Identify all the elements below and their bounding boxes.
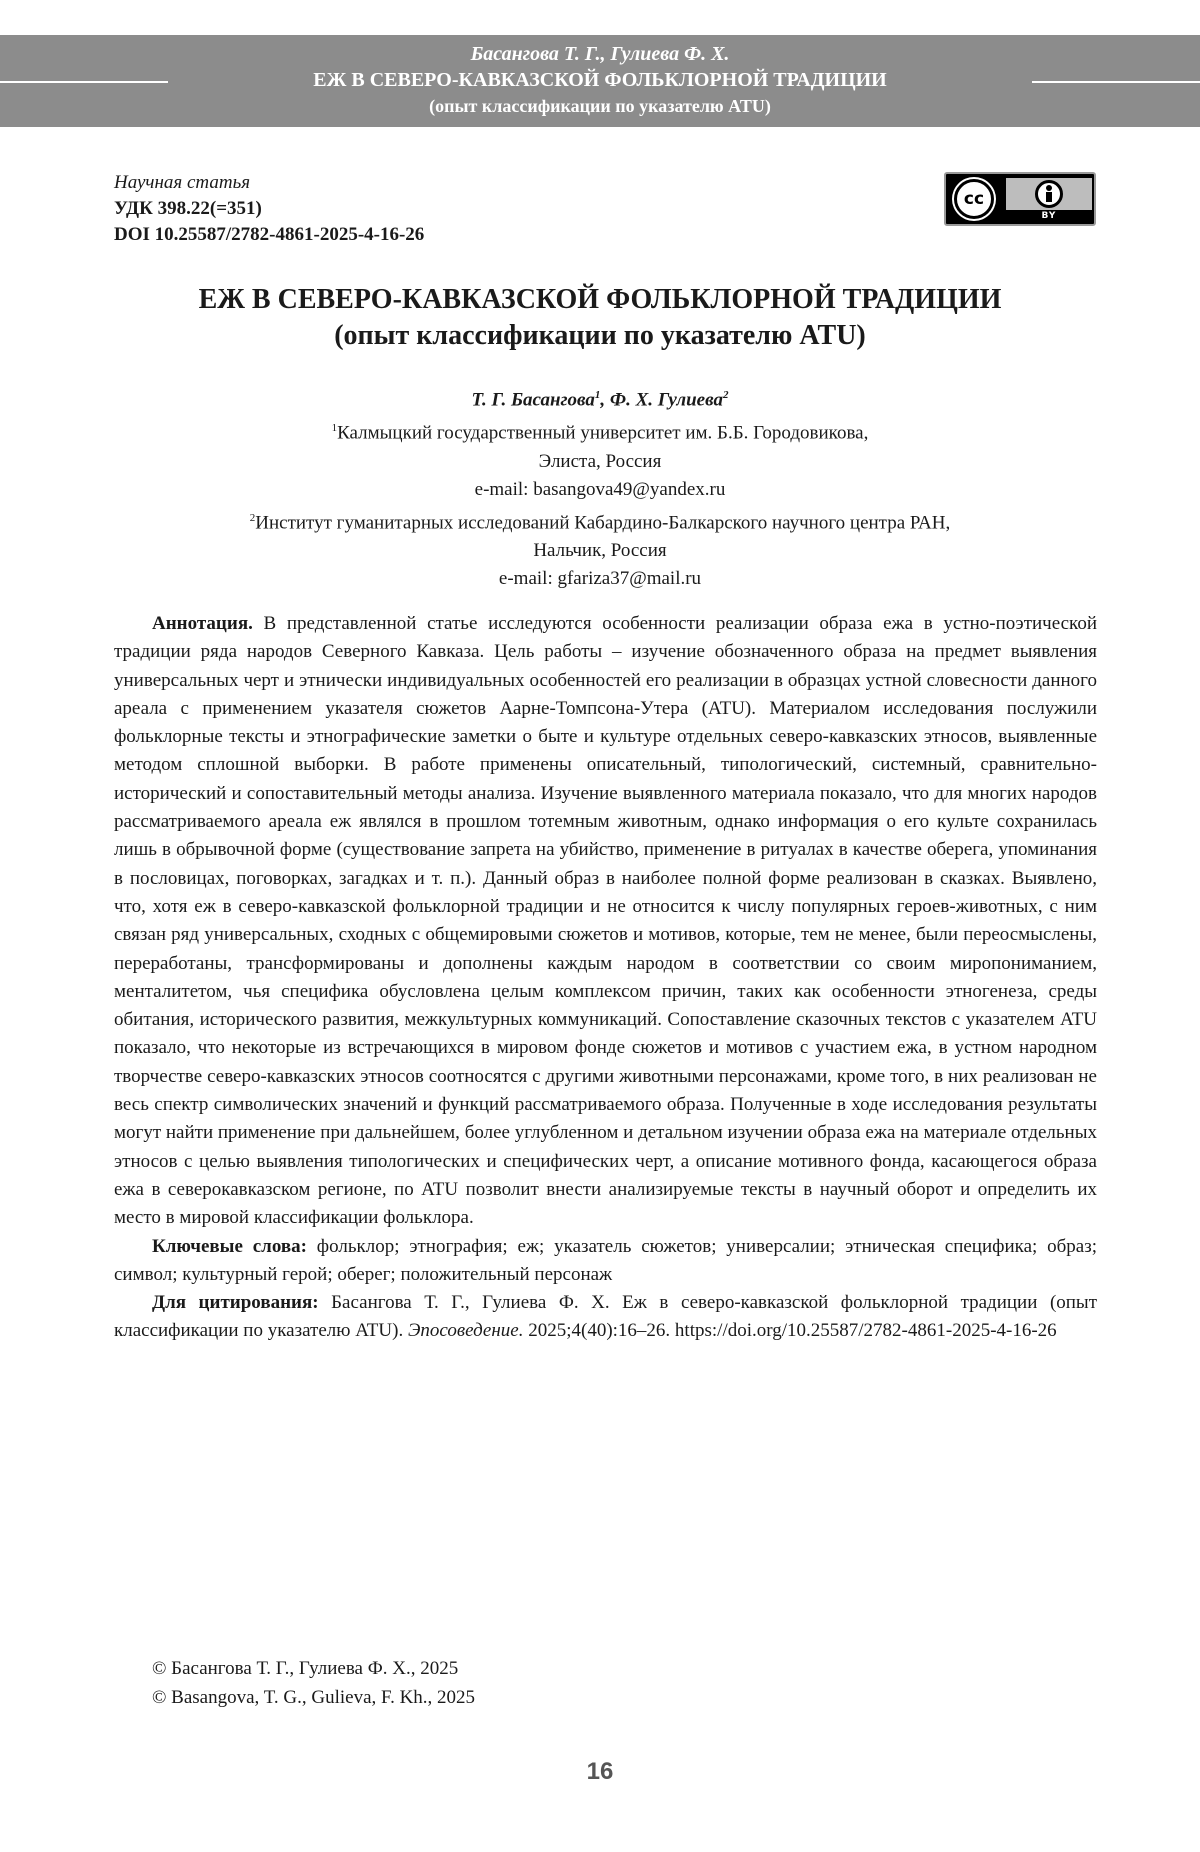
author-1-sup: 1 [594,389,601,401]
keywords-paragraph [114,1233,1097,1290]
abstract-label: Аннотация. [152,613,253,634]
article-meta [114,170,424,248]
author-names [0,381,1200,414]
copyright-en: © Basangova, T. G., Gulieva, F. Kh., 2025 [152,1687,476,1708]
keywords-text: фольклор; этнография; еж; указатель сюжетов; универсалии; этническая специфика; образ; символ; культурный герой; оберег; положительный персонаж [114,1235,1097,1285]
affiliation-1-name: Калмыцкий государственный университет им. Б.Б. Городовикова, [337,422,869,444]
copyright-ru: © Басангова Т. Г., Гулиева Ф. Х., 2025 [152,1658,459,1679]
header-authors: Басангова Т. Г., Гулиева Ф. Х. [470,43,730,65]
affiliation-2-city: Нальчик, Россия [533,539,667,561]
author-2: Ф. Х. Гулиева [609,389,723,411]
title-line-2: (опыт классификации по указателю ATU) [334,320,866,351]
affiliation-2-sup: 2 [249,511,256,524]
abstract-paragraph [114,610,1097,1233]
keywords-label: Ключевые слова: [152,1235,307,1257]
article-title [0,282,1200,354]
citation-text-before: Басангова Т. Г., Гулиева Ф. Х. Еж в северо-кавказской фольклорной традиции (опыт классификации по указателю ATU). [114,1292,1098,1342]
citation-text-after: 2025;4(40):16–26. https://doi.org/10.25587/2782-4861-2025-4-16-26 [523,1320,1057,1342]
citation-journal: Эпосоведение. [407,1320,524,1342]
abstract-text: В представленной статье исследуются особенности реализации образа ежа в устно-поэтической традиции ряда народов Северного Кавказа. Цель работы – изучение обозначенного образа на предмет выявления универсальных черт и этнически индивидуальных особенностей его реализации в образцах устной словесности данного ареала с применением указателя сюжетов Аарне-Томпсона-Утера (ATU). Материалом исследования послужили фольклорные тексты и этнографические заметки о быте и культуре отдельных северо-кавказских этносов, выявленные методом сплошной выборки. В работе применены описательный, типологический, системный, сравнительно-исторический и сопоставительный методы анализа. Изучение выявленного материала показало, что для многих народов рассматриваемого ареала еж являлся в прошлом тотемным животным, однако информация о его культе сохранилась лишь в обрывочной форме (существование запрета на убийство, применение в ритуалах в качестве оберега, упоминания в пословицах, поговорках, загадках и т. п.). Данный образ в наиболее полной форме реализован в сказках. Выявлено, что, хотя еж в северо-кавказской фольклорной традиции и не относится к числу популярных героев-животных, с ним связан ряд универсальных, сходных с общемировыми сюжетов и мотивов, которые, тем не менее, были переосмыслены, переработаны, трансформированы и дополнены каждым народом в соответствии со своим миропониманием, менталитетом, чья специфика обусловлена целым комплексом причин, таких как особенности этногенеза, среды обитания, исторического развития, межкультурных коммуникаций. Сопоставление сказочных текстов с указателем ATU показало, что некоторые из встречающихся в мировом фонде сюжетов и мотивов с участием ежа, в устном народном творчестве северо-кавказских этносов соотносятся с другими животными персонажами, кроме того, в них реализован не весь спектр символических значений и функций рассматриваемого образа. Полученные в ходе исследования результаты могут найти применение при дальнейшем, более углубленном и детальном изучении образа ежа на материале отдельных этносов с целью выявления типологических и специфических черт, а описание мотивного фонда, касающегося образа ежа в северокавказском регионе, по ATU позволит внести анализируемые тексты в научный оборот и определить их место в мировой классификации фольклора. [114,613,1097,1229]
title-line-1: ЕЖ В СЕВЕРО-КАВКАЗСКОЙ ФОЛЬКЛОРНОЙ ТРАДИЦИИ [198,284,1002,315]
citation-label: Для цитирования: [152,1292,319,1314]
page-number: 16 [586,1758,614,1785]
affiliation-1-city: Элиста, Россия [538,450,662,472]
affiliation-1-sup: 1 [331,422,338,435]
affiliation-2-name: Институт гуманитарных исследований Кабардино-Балкарского научного центра РАН, [255,511,951,533]
running-header [0,35,1200,127]
by-label: BY [1041,211,1057,221]
citation-paragraph [114,1289,1097,1346]
cc-icon: cc [954,179,994,219]
udk-code: УДК 398.22(=351) [114,198,262,219]
header-title: ЕЖ В СЕВЕРО-КАВКАЗСКОЙ ФОЛЬКЛОРНОЙ ТРАДИЦИИ [313,69,887,91]
header-subtitle: (опыт классификации по указателю ATU) [429,96,771,116]
article-type: Научная статья [114,172,251,193]
authors-block [0,381,1200,593]
author-separator: , [600,389,610,411]
abstract-block [114,610,1097,1346]
affiliation-1 [0,414,1200,447]
cc-by-license-badge[interactable] [944,172,1096,226]
affiliation-2 [0,504,1200,537]
affiliation-2-email[interactable]: e-mail: gfariza37@mail.ru [498,567,702,589]
attribution-person-icon [1035,180,1063,208]
author-1: Т. Г. Басангова [471,389,595,411]
doi: DOI 10.25587/2782-4861-2025-4-16-26 [114,224,425,245]
affiliation-1-email[interactable]: e-mail: basangova49@yandex.ru [474,478,726,500]
copyright-block [152,1654,475,1712]
author-2-sup: 2 [722,389,729,401]
